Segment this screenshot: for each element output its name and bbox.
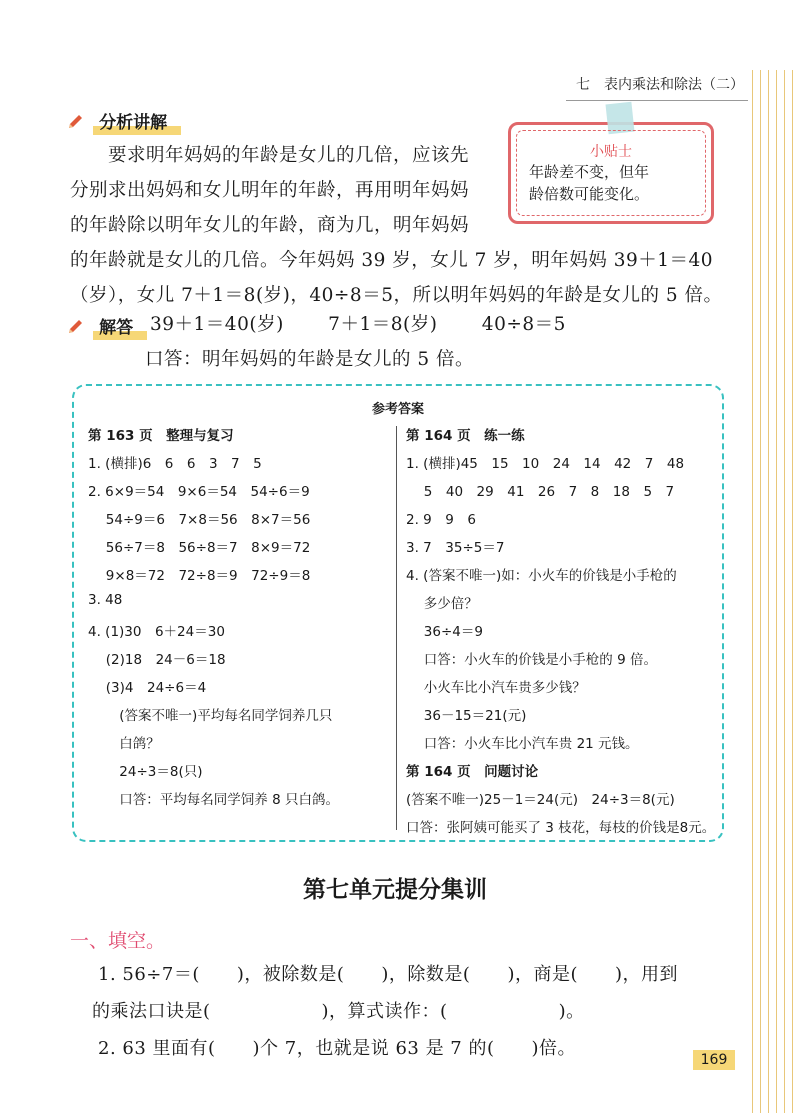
pencil-icon [66, 318, 84, 336]
answer-line: 1. (横排)45 15 10 24 14 42 7 48 [406, 456, 685, 472]
answer-line: 56÷7＝8 56÷8＝7 8×9＝72 [88, 540, 311, 556]
answer-line: (答案不唯一)25－1＝24(元) 24÷3＝8(元) [406, 792, 675, 808]
tip-line: 年龄差不变，但年 [529, 163, 650, 181]
answer-line: 口答：张阿姨可能买了 3 枝花，每枝的价钱是8元。 [406, 820, 716, 836]
answer-line: 5 40 29 41 26 7 8 18 5 7 [406, 484, 675, 500]
fill-question-line: 2. 63 里面有( )个 7，也就是说 63 是 7 的( )倍。 [98, 1038, 577, 1059]
answer-line: 口答：小火车的价钱是小手枪的 9 倍。 [406, 652, 657, 668]
answer-line: (3)4 24÷6＝4 [88, 680, 207, 696]
answer-line: 36－15＝21(元) [406, 708, 527, 724]
analysis-heading [66, 108, 181, 133]
fill-question-line: 的乘法口诀是( )，算式读作：( )。 [92, 1001, 585, 1022]
tip-line: 龄倍数可能变化。 [529, 185, 650, 203]
answer-line: (2)18 24－6＝18 [88, 652, 226, 668]
answer-line: 小火车比小汽车贵多少钱？ [406, 680, 586, 696]
fill-questions [92, 956, 679, 1067]
answer-line: 3. 48 [88, 592, 123, 608]
chapter-header: 七 表内乘法和除法（二） [566, 74, 748, 101]
reference-answers-box [72, 384, 724, 842]
column-divider [396, 426, 397, 830]
solution-equations: 39＋1＝40(岁) 7＋1＝8(岁) 40÷8＝5 [150, 314, 566, 335]
page-edge-stack [752, 70, 800, 1113]
analysis-line: 要求明年妈妈的年龄是女儿的几倍，应该先 [70, 145, 470, 166]
answer-section-heading: 第 164 页 问题讨论 [406, 764, 539, 780]
answer-section-heading: 第 164 页 练一练 [406, 428, 525, 444]
analysis-line: 的年龄除以明年女儿的年龄，商为几，明年妈妈 [70, 215, 470, 236]
answer-line: (答案不唯一)平均每名同学饲养几只 [88, 708, 333, 724]
answer-line: 54÷9＝6 7×8＝56 8×7＝56 [88, 512, 311, 528]
answer-line: 多少倍？ [406, 596, 478, 612]
answer-line: 2. 9 9 6 [406, 512, 476, 528]
solution-answer: 口答：明年妈妈的年龄是女儿的 5 倍。 [145, 349, 475, 370]
answer-line: 1. (横排)6 6 6 3 7 5 [88, 456, 262, 472]
reference-title: 参考答案 [371, 402, 424, 417]
pencil-icon [66, 113, 84, 131]
solution-heading-label: 解答 [93, 318, 147, 340]
answer-line: 36÷4＝9 [406, 624, 483, 640]
unit-title: 第七单元提分集训 [303, 877, 487, 903]
fill-heading: 一、填空。 [70, 930, 166, 952]
tip-body [529, 161, 701, 205]
answer-line: 口答：小火车比小汽车贵 21 元钱。 [406, 736, 639, 752]
solution-heading [66, 313, 147, 338]
analysis-line: 的年龄就是女儿的几倍。今年妈妈 39 岁，女儿 7 岁，明年妈妈 39＋1＝40 [70, 250, 714, 271]
analysis-heading-label: 分析讲解 [93, 113, 181, 135]
analysis-line: （岁），女儿 7＋1＝8(岁)，40÷8＝5，所以明年妈妈的年龄是女儿的 5 倍。 [70, 285, 723, 306]
page-number: 169 [693, 1050, 735, 1070]
answer-line: 白鸽？ [88, 736, 160, 752]
answer-line: 口答：平均每名同学饲养 8 只白鸽。 [88, 792, 339, 808]
tip-box [508, 122, 714, 224]
answer-line: 3. 7 35÷5＝7 [406, 540, 505, 556]
analysis-line: 分别求出妈妈和女儿明年的年龄，再用明年妈妈 [70, 180, 470, 201]
answer-line: 4. (答案不唯一)如：小火车的价钱是小手枪的 [406, 568, 677, 584]
answer-line: 24÷3＝8(只) [88, 764, 203, 780]
answer-section-heading: 第 163 页 整理与复习 [88, 428, 234, 444]
answer-line: 9×8＝72 72÷8＝9 72÷9＝8 [88, 568, 311, 584]
answer-line: 2. 6×9＝54 9×6＝54 54÷6＝9 [88, 484, 310, 500]
answer-line: 4. (1)30 6＋24＝30 [88, 624, 225, 640]
tip-title: 小贴士 [590, 144, 632, 160]
fill-question-line: 1. 56÷7＝( )，被除数是( )，除数是( )，商是( )，用到 [98, 964, 679, 985]
